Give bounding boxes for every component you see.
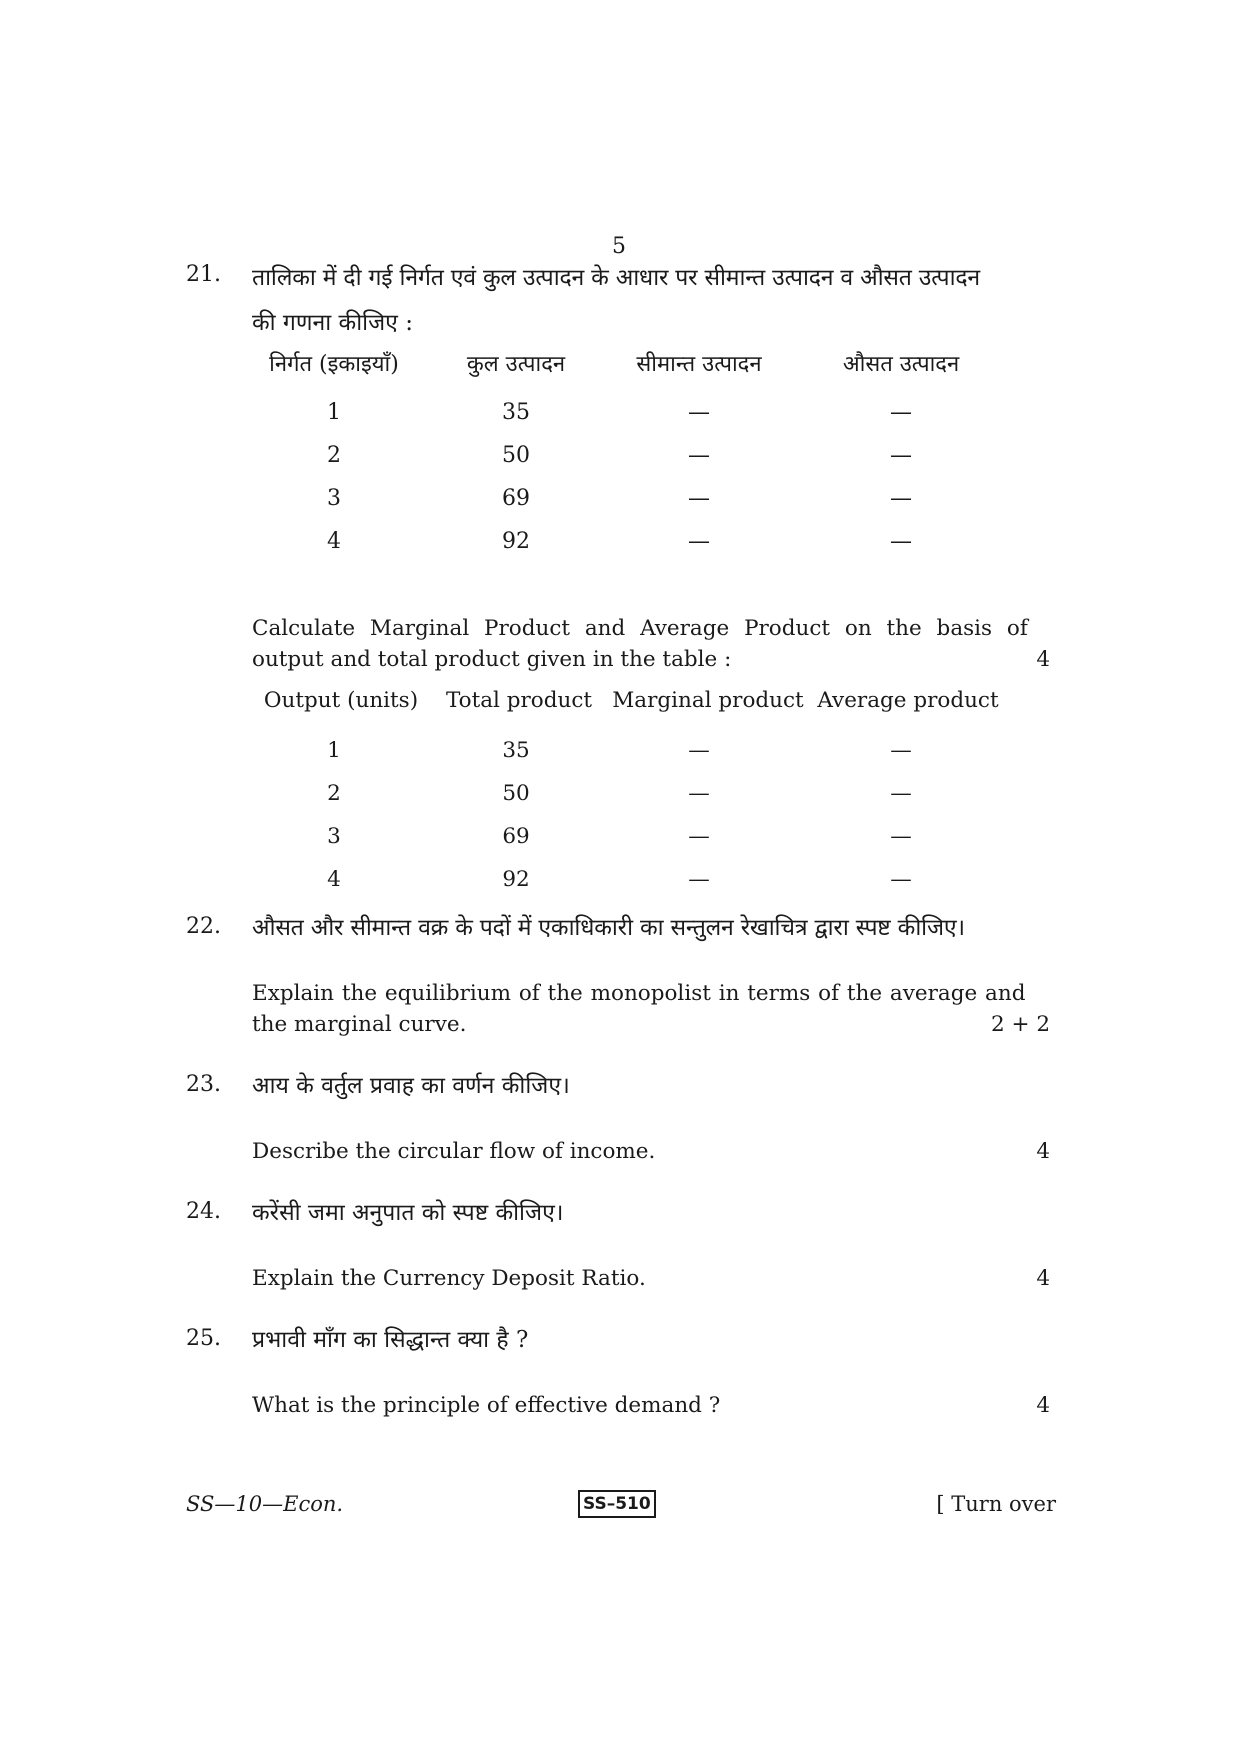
column-header: कुल उत्पादन — [466, 352, 566, 377]
table-cell: 69 — [502, 486, 530, 511]
question-number: 22. — [186, 914, 221, 939]
table-row — [256, 824, 1054, 867]
english-line — [252, 613, 1050, 644]
table-row — [256, 400, 1054, 443]
table-row — [256, 443, 1054, 486]
question-number: 21. — [186, 262, 221, 287]
table-cell: 1 — [327, 400, 341, 425]
table-cell: — — [688, 400, 710, 425]
column-header: Marginal product — [612, 688, 804, 713]
table-cell: 4 — [327, 867, 341, 892]
table-cell: 35 — [502, 738, 530, 763]
column-header: निर्गत (इकाइयाँ) — [269, 352, 399, 377]
table-cell: 92 — [502, 529, 530, 554]
english-line — [252, 1009, 1050, 1040]
column-header: Average product — [817, 688, 999, 713]
page-number: 5 — [612, 234, 626, 259]
table-cell: — — [688, 738, 710, 763]
table-cell: — — [890, 400, 912, 425]
table-cell: 2 — [327, 443, 341, 468]
table-cell: 92 — [502, 867, 530, 892]
english-text: Explain the Currency Deposit Ratio. — [252, 1266, 646, 1291]
english-line — [252, 644, 1050, 675]
table-cell: 50 — [502, 443, 530, 468]
english-text: What is the principle of effective demand ? — [252, 1393, 721, 1418]
table-cell: — — [688, 824, 710, 849]
table-cell: — — [890, 738, 912, 763]
marks: 4 — [1036, 1139, 1050, 1164]
column-header: Total product — [445, 688, 593, 713]
table-cell: — — [688, 781, 710, 806]
marks: 2 + 2 — [990, 1012, 1050, 1037]
question-number: 23. — [186, 1072, 221, 1097]
table-cell: — — [688, 486, 710, 511]
table-cell: — — [688, 867, 710, 892]
question-hindi-line: की गणना कीजिए : — [252, 310, 413, 336]
table-cell: 4 — [327, 529, 341, 554]
table-cell: 2 — [327, 781, 341, 806]
table-cell: — — [688, 443, 710, 468]
table-cell: 3 — [327, 824, 341, 849]
question-number: 25. — [186, 1326, 221, 1351]
question-hindi-line: तालिका में दी गई निर्गत एवं कुल उत्पादन के आधार पर सीमान्त उत्पादन व औसत उत्पादन — [252, 265, 980, 291]
table-cell: 50 — [502, 781, 530, 806]
table-cell: — — [890, 443, 912, 468]
table-cell: — — [688, 529, 710, 554]
column-header: औसत उत्पादन — [842, 352, 960, 377]
english-text: output and total product given in the table : — [252, 647, 732, 672]
column-header: सीमान्त उत्पादन — [636, 352, 762, 377]
english-line — [252, 1136, 1050, 1167]
english-line — [252, 1390, 1050, 1421]
table-row — [256, 781, 1054, 824]
marks: 4 — [1036, 647, 1050, 672]
marks: 4 — [1036, 1393, 1050, 1418]
column-header: Output (units) — [263, 688, 419, 713]
table-cell: 1 — [327, 738, 341, 763]
english-line — [252, 978, 1050, 1009]
table-cell: 35 — [502, 400, 530, 425]
table-cell: — — [890, 824, 912, 849]
table-row — [256, 867, 1054, 910]
footer-booklet-code: SS–510 — [578, 1490, 656, 1518]
marks: 4 — [1036, 1266, 1050, 1291]
table-cell: — — [890, 486, 912, 511]
english-text: Explain the equilibrium of the monopolist in terms of the average and — [252, 981, 1026, 1006]
table-header-row — [256, 688, 1054, 738]
table-cell: — — [890, 529, 912, 554]
table-row — [256, 529, 1054, 572]
table-header-row — [256, 348, 1054, 400]
english-text: the marginal curve. — [252, 1012, 467, 1037]
english-text: Calculate Marginal Product and Average Product on the basis of — [252, 616, 1028, 641]
question-hindi: आय के वर्तुल प्रवाह का वर्णन कीजिए। — [252, 1073, 570, 1099]
english-line — [252, 1263, 1050, 1294]
table-row — [256, 738, 1054, 781]
table-cell: — — [890, 781, 912, 806]
question-hindi: करेंसी जमा अनुपात को स्पष्ट कीजिए। — [252, 1200, 564, 1226]
question-number: 24. — [186, 1199, 221, 1224]
table-cell: 69 — [502, 824, 530, 849]
turn-over-label: [ Turn over — [936, 1492, 1056, 1516]
table-cell: — — [890, 867, 912, 892]
question-hindi: औसत और सीमान्त वक्र के पदों में एकाधिकारी का सन्तुलन रेखाचित्र द्वारा स्पष्ट कीजिए। — [252, 915, 965, 941]
footer-paper-code: SS—10—Econ. — [186, 1492, 344, 1516]
table-cell: 3 — [327, 486, 341, 511]
page-footer — [186, 1492, 1056, 1522]
english-text: Describe the circular flow of income. — [252, 1139, 656, 1164]
table-row — [256, 486, 1054, 529]
question-hindi: प्रभावी माँग का सिद्धान्त क्या है ? — [252, 1327, 529, 1353]
